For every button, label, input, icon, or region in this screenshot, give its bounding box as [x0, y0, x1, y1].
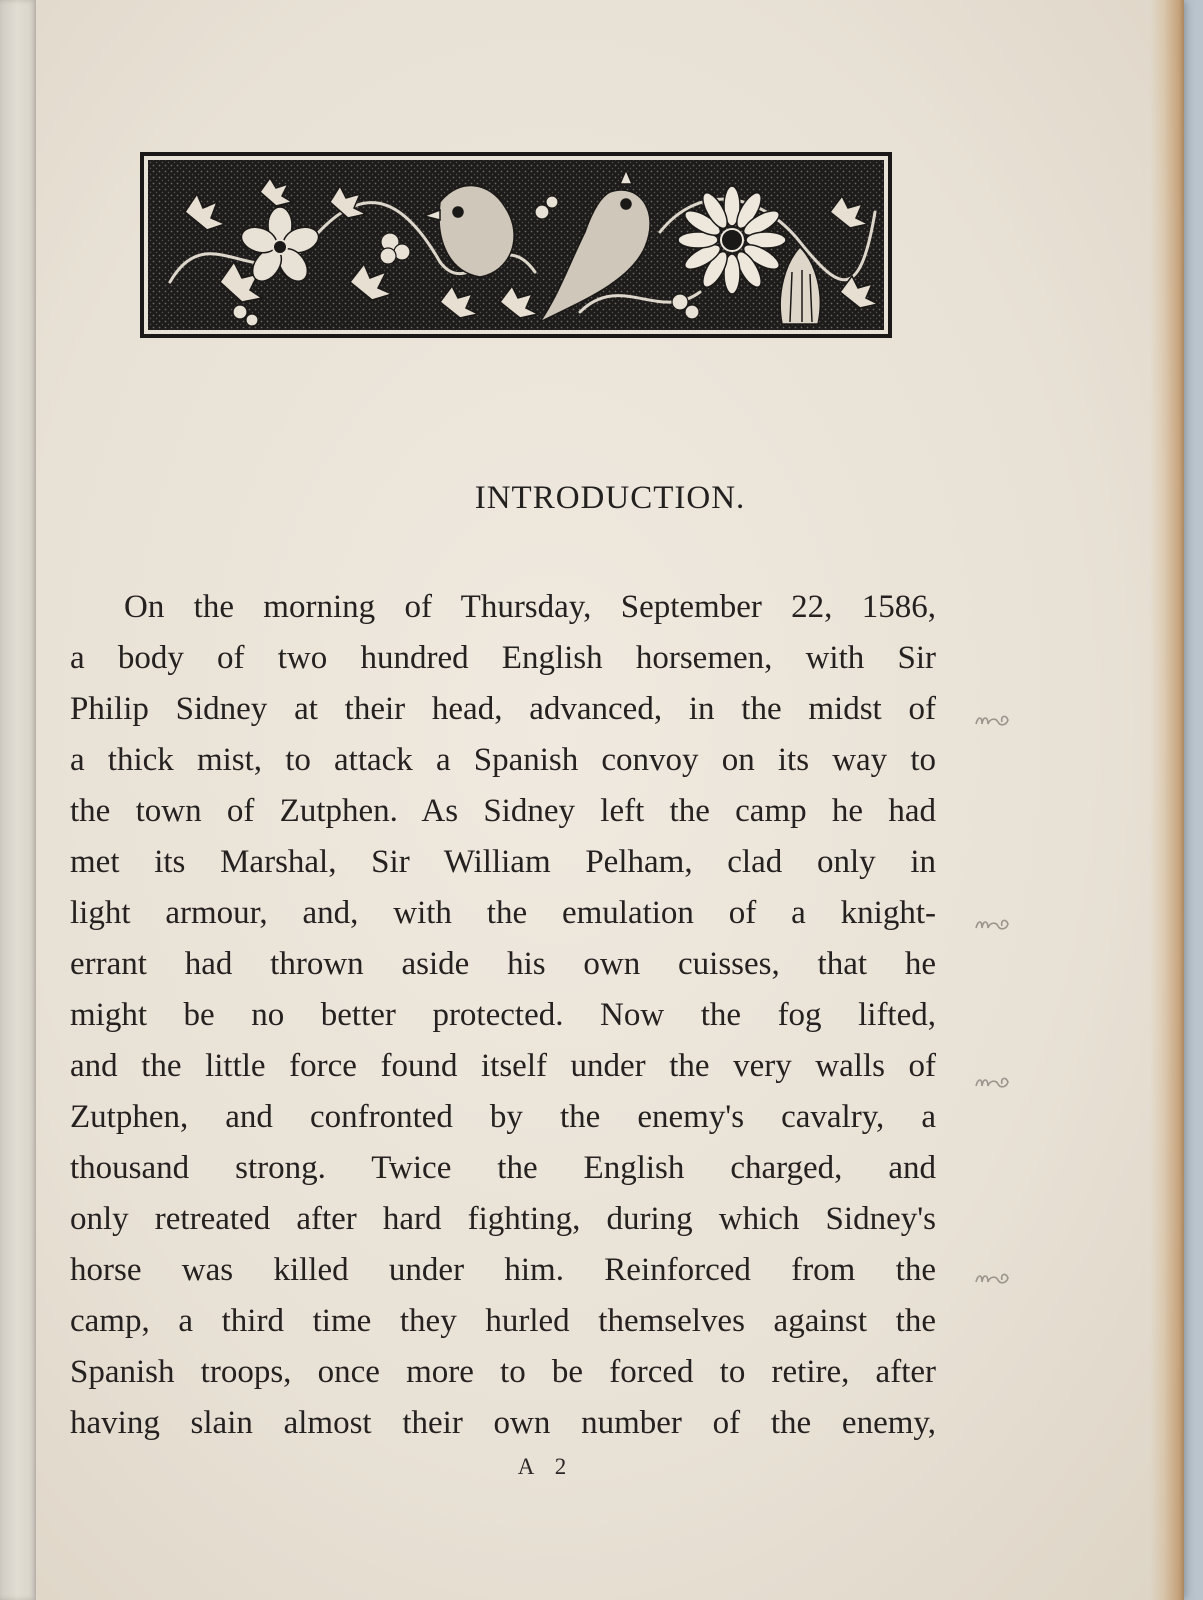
pencil-margin-note [972, 1070, 1026, 1092]
text-line: light armour, and, with the emulation of a knight- [70, 895, 936, 931]
text-line: Zutphen, and confronted by the enemy's cavalry, a [70, 1099, 936, 1135]
text-line: a thick mist, to attack a Spanish convoy on its way to [70, 742, 936, 778]
foxed-page-edge [1150, 0, 1184, 1600]
text-line: camp, a third time they hurled themselves against the [70, 1303, 936, 1339]
text-line: Philip Sidney at their head, advanced, in the midst of [70, 691, 936, 727]
text-line: errant had thrown aside his own cuisses, that he [70, 946, 936, 982]
text-line: thousand strong. Twice the English charged, and [70, 1150, 936, 1186]
book-page [36, 0, 1184, 1600]
pencil-margin-note [972, 912, 1026, 934]
headpiece-ornament [140, 152, 892, 338]
text-line: Spanish troops, once more to be forced to retire, after [70, 1354, 936, 1390]
text-line: horse was killed under him. Reinforced from the [70, 1252, 936, 1288]
text-line: On the morning of Thursday, September 22, 1586, [124, 589, 936, 625]
text-line: only retreated after hard fighting, during which Sidney's [70, 1201, 936, 1237]
body-text [70, 582, 936, 1449]
text-line: and the little force found itself under the very walls of [70, 1048, 936, 1084]
text-line: the town of Zutphen. As Sidney left the camp he had [70, 793, 936, 829]
pencil-margin-note [972, 708, 1026, 730]
facing-page-edge [0, 0, 38, 1600]
text-line: met its Marshal, Sir William Pelham, clad only in [70, 844, 936, 880]
pencil-margin-note [972, 1266, 1026, 1288]
text-line: having slain almost their own number of the enemy, [70, 1405, 936, 1441]
text-line: a body of two hundred English horsemen, with Sir [70, 640, 936, 676]
chapter-title: INTRODUCTION. [474, 480, 746, 516]
signature-mark: A 2 [517, 1454, 575, 1479]
text-line: might be no better protected. Now the fog lifted, [70, 997, 936, 1033]
